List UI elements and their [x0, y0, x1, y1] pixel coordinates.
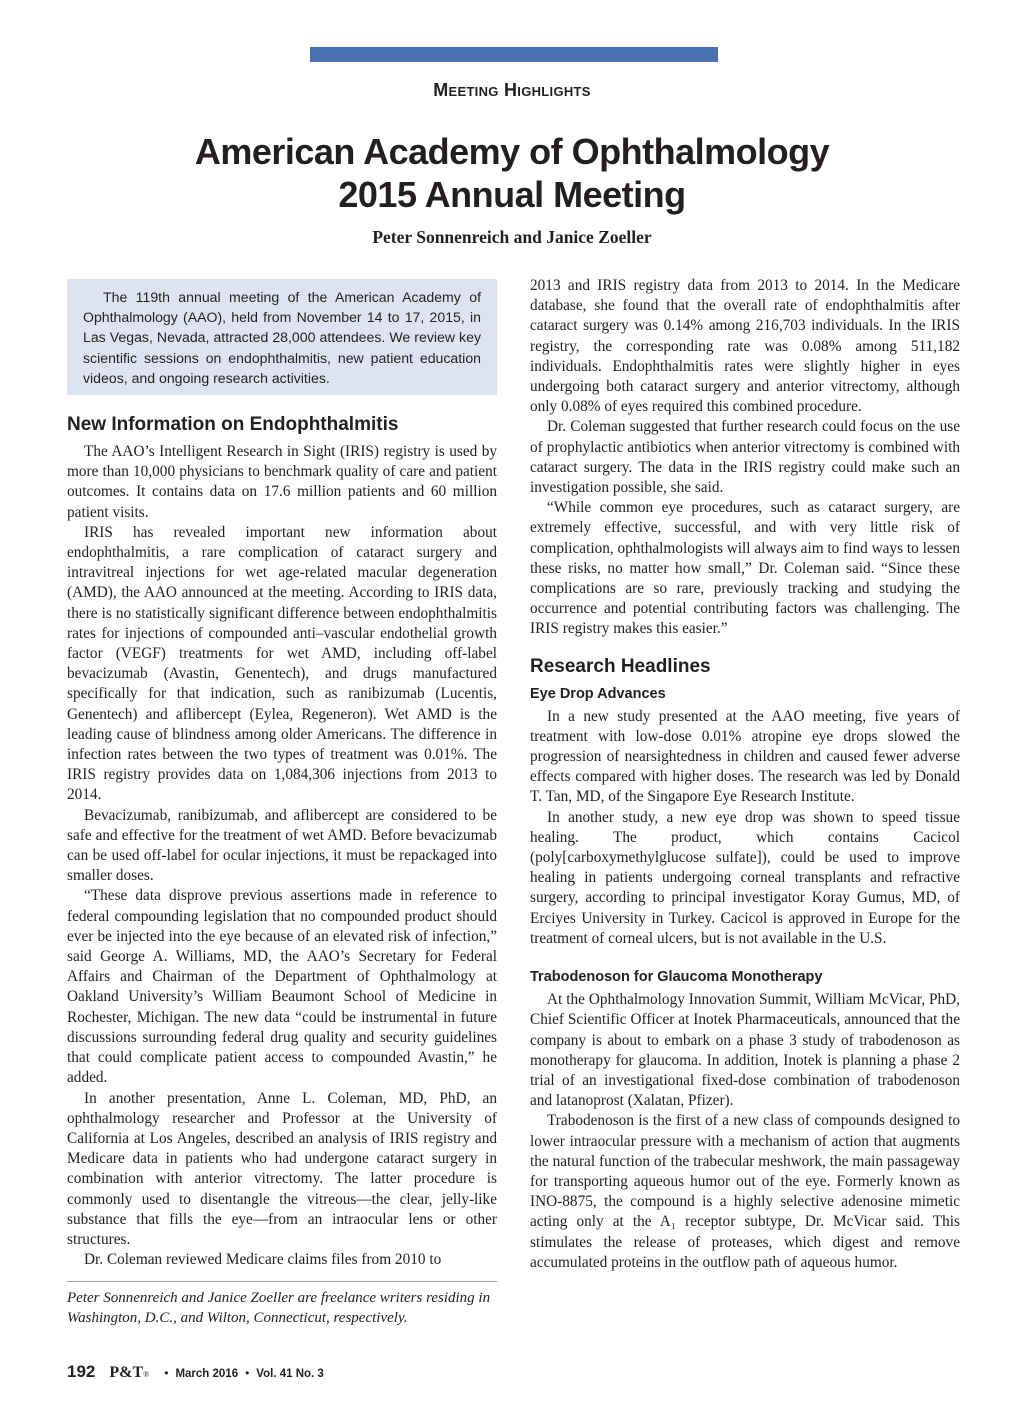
- section-kicker: Meeting Highlights: [433, 80, 591, 100]
- section-heading-research-headlines: Research Headlines: [530, 655, 711, 677]
- body-paragraph: Dr. Coleman suggested that further research could focus on the use of prophylactic antibiotics when anterior vitrectomy is combined with cataract surgery. The data in the IRIS registry could make such an investigation possible, she said.: [530, 418, 960, 497]
- header-accent-bar: [310, 47, 718, 62]
- body-paragraph: Bevacizumab, ranibizumab, and aflibercept are considered to be safe and effective for the treatment of wet AMD. Before bevacizumab can be used off-label for ocular injections, it must be repackaged into smaller doses.: [67, 806, 497, 885]
- footnote-divider: [67, 1281, 497, 1282]
- issue-date: March 2016: [175, 1368, 239, 1380]
- subheading-trabodenoson: Trabodenoson for Glaucoma Monotherapy: [530, 969, 823, 986]
- issue-volume: Vol. 41 No. 3: [256, 1368, 324, 1380]
- footer-separator: •: [245, 1366, 250, 1380]
- registered-mark: ®: [143, 1370, 150, 1379]
- abstract-text: The 119th annual meeting of the American Academy of Ophthalmology (AAO), held from November 14 to 17, 2015, in Las Vegas, Nevada, attracted 28,000 attendees. We review key scientific sessions on endophthalmitis, new patient education videos, and ongoing research activities.: [83, 289, 481, 386]
- right-column: [530, 276, 960, 1273]
- body-paragraph: The AAO’s Intelligent Research in Sight (IRIS) registry is used by more than 10,000 physicians to benchmark quality of care and patient outcomes. It contains data on 17.6 million patients and 60 million patient visits.: [67, 443, 497, 521]
- journal-name: P&T: [109, 1364, 144, 1381]
- article-title-line-1: American Academy of Ophthalmology: [194, 131, 830, 172]
- body-paragraph: IRIS has revealed important new information about endophthalmitis, a rare complication of cataract surgery and intravitreal injections for wet age-related macular degeneration (AMD), the AAO announced at the meeting. According to IRIS data, there is no statistically significant difference between endophthalmitis rates for injections of compounded anti–vascular endothelial growth factor (VEGF) treatments for wet AMD, including off-label bevacizumab (Avastin, Genentech), and drugs manufactured specifically for that indication, such as ranibizumab (Lucentis, Genentech) and aflibercept (Eylea, Regeneron). Wet AMD is the leading cause of blindness among older Americans. The difference in infection rates between the two types of treatment was 0.01%. The IRIS registry provides data on 1,084,306 injections from 2013 to 2014.: [67, 523, 497, 804]
- section-spacer: [530, 640, 960, 654]
- article-title-line-2: 2015 Annual Meeting: [338, 174, 686, 215]
- body-paragraph: In a new study presented at the AAO meeting, five years of treatment with low-dose 0.01% atropine eye drops slowed the progression of nearsightedness in children and caused fewer adverse effects compared with higher doses. The research was led by Donald T. Tan, MD, of the Singapore Eye Research Institute.: [530, 707, 960, 806]
- body-paragraph: At the Ophthalmology Innovation Summit, William McVicar, PhD, Chief Scientific Officer at Inotek Pharmaceuticals, announced that the company is about to embark on a phase 3 study of trabodenoson as monotherapy for glaucoma. In addition, Inotek is planning a phase 2 trial of an investigational fixed-dose combination of trabodenoson and latanoprost (Xalatan, Pfizer).: [530, 991, 960, 1110]
- body-paragraph: In another presentation, Anne L. Coleman, MD, PhD, an ophthalmology researcher and Professor at the University of California at Los Angeles, described an analysis of IRIS registry and Medicare data in patients who had undergone cataract surgery in combination with anterior vitrectomy. The latter procedure is commonly used to disentangle the vitreous—the clear, jelly-like substance that fills the eye—from an intraocular lens or other structures.: [67, 1089, 497, 1248]
- body-paragraph: Dr. Coleman reviewed Medicare claims files from 2010 to: [84, 1251, 442, 1269]
- body-paragraph-continued: 2013 and IRIS registry data from 2013 to 2014. In the Medicare database, she found that the overall rate of endophthalmitis after cataract surgery was 0.14% among 216,703 individuals. In the IRIS registry, the corresponding rate was 0.08% among 511,182 individuals. Endophthalmitis rates were slightly higher in eyes undergoing both cataract surgery and anterior vitrectomy, although only 0.08% of eyes required this combined procedure.: [530, 277, 960, 416]
- body-paragraph: Trabodenoson is the first of a new class of compounds designed to lower intraocular pressure with a mechanism of action that augments the natural function of the trabecular meshwork, the main passageway for transporting aqueous humor out of the eye. Formerly known as INO-8875, the compound is a highly selective adenosine mimetic acting only at the A₁ receptor subtype, Dr. McVicar said. This stimulates the release of proteases, which digest and remove accumulated proteins in the outflow path of aqueous humor.: [530, 1112, 960, 1271]
- subsection-spacer: [530, 949, 960, 967]
- section-heading-endophthalmitis: New Information on Endophthalmitis: [67, 414, 399, 435]
- author-footnote: Peter Sonnenreich and Janice Zoeller are freelance writers residing in Washington, D.C., and Wilton, Connecticut, respectively.: [67, 1290, 491, 1326]
- subheading-eye-drop-advances: Eye Drop Advances: [530, 685, 666, 702]
- article-authors: Peter Sonnenreich and Janice Zoeller: [372, 227, 652, 247]
- body-paragraph: “While common eye procedures, such as cataract surgery, are extremely effective, successful, and with very little risk of complication, ophthalmologists will always aim to find ways to lessen these risks, no matter how small,” Dr. Coleman said. “Since these complications are so rare, previously tracking and studying the occurrence and potential contributing factors was challenging. The IRIS registry makes this easier.”: [530, 499, 960, 638]
- body-paragraph: In another study, a new eye drop was shown to speed tissue healing. The product, which contains Cacicol (poly[carboxymethylglucose sulfate]), could be used to improve healing in patients undergoing corneal transplants and refractive surgery, according to principal investigator Koray Gumus, MD, of Erciyes University in Turkey. Cacicol is approved in Europe for the treatment of corneal ulcers, but is not available in the U.S.: [530, 808, 960, 947]
- footer-separator: •: [164, 1366, 169, 1380]
- body-paragraph: “These data disprove previous assertions made in reference to federal compounding legislation that no compounded product should ever be injected into the eye because of an elevated risk of infection,” said George A. Williams, MD, the AAO’s Secretary for Federal Affairs and Chairman of the Department of Ophthalmology at Oakland University’s William Beaumont School of Medicine in Rochester, Michigan. The new data “could be instrumental in future discussions surrounding federal drug quality and security guidelines that could complicate patient access to compounded Avastin,” he added.: [67, 887, 497, 1087]
- page-footer: [67, 1362, 324, 1384]
- left-column: [67, 412, 497, 1270]
- article-title: [0, 130, 1024, 216]
- page-number: 192: [67, 1362, 96, 1381]
- abstract-box: [67, 279, 497, 395]
